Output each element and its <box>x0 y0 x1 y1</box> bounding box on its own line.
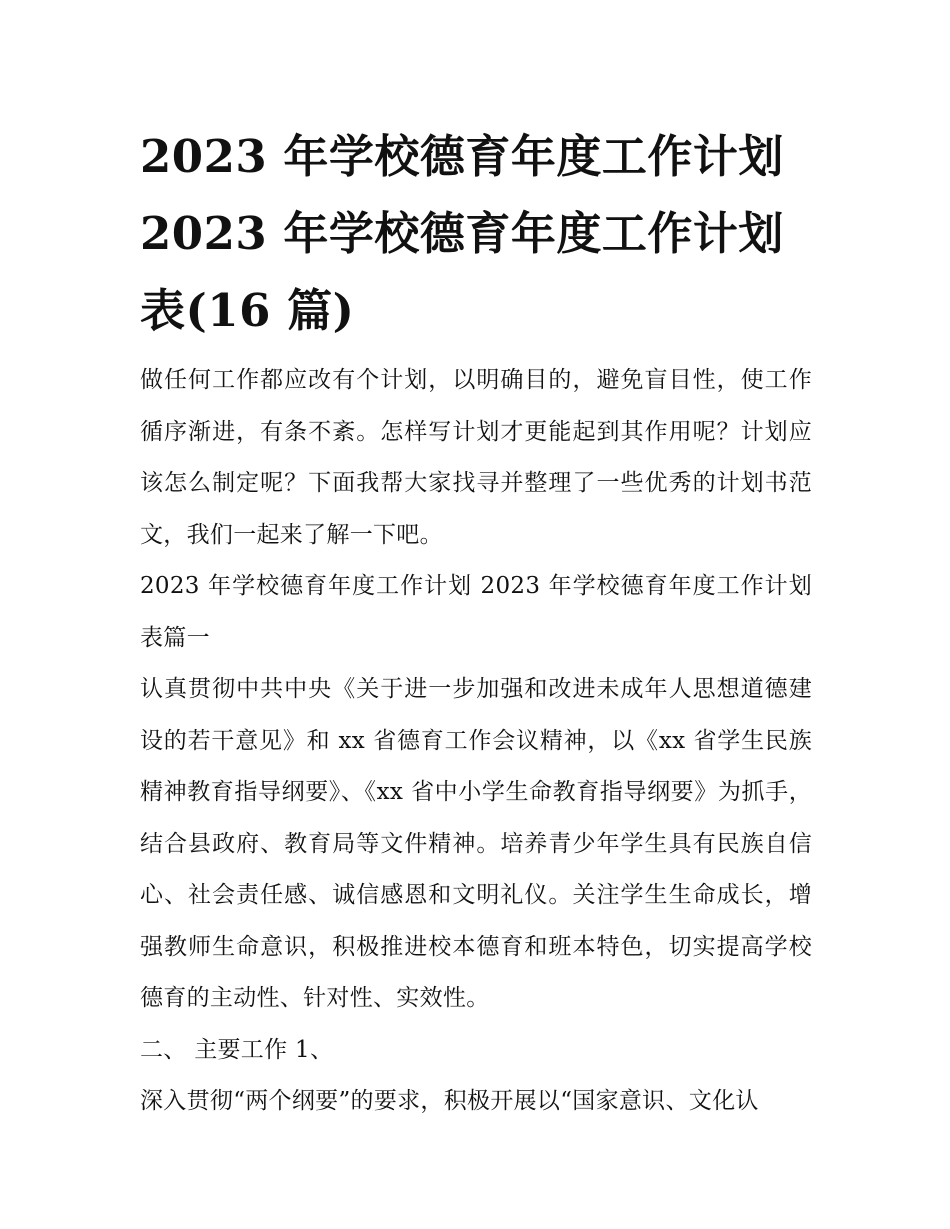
section-heading-1: 2023 年学校德育年度工作计划 2023 年学校德育年度工作计划表篇一 <box>140 573 812 651</box>
body-paragraph: 认真贯彻中共中央《关于进一步加强和改进未成年人思想道德建设的若干意见》和 xx 省德育工作会议精神，以《xx 省学生民族精神教育指导纲要》、《xx 省中小学生命教育指导纲要》为抓手，结合县政府、教育局等文件精神。培养青少年学生具有民族自信心、社会责任感、诚信感恩和文明礼仪。关注学生生命成长，增强教师生命意识，积极推进校本德育和班本特色，切实提高学校德育的主动性、针对性、实效性。 <box>140 676 812 1011</box>
title-line-1: 2023 年学校德育年度工作计划 <box>140 130 784 183</box>
intro-paragraph: 做任何工作都应改有个计划，以明确目的，避免盲目性，使工作循序渐进，有条不紊。怎样写计划才更能起到其作用呢？计划应该怎么制定呢？下面我帮大家找寻并整理了一些优秀的计划书范文，我们一起来了解一下吧。 <box>140 367 812 548</box>
document-body <box>140 355 812 1128</box>
title-line-2: 2023 年学校德育年度工作计划 <box>140 207 784 260</box>
section-heading-2: 二、 主要工作 1、 <box>140 1036 334 1063</box>
document-title <box>140 118 812 349</box>
body-paragraph-cut: 深入贯彻“两个纲要”的要求，积极开展以“国家意识、文化认 <box>140 1088 759 1114</box>
title-line-3: 表(16 篇) <box>140 284 355 337</box>
document-page <box>140 118 812 1128</box>
